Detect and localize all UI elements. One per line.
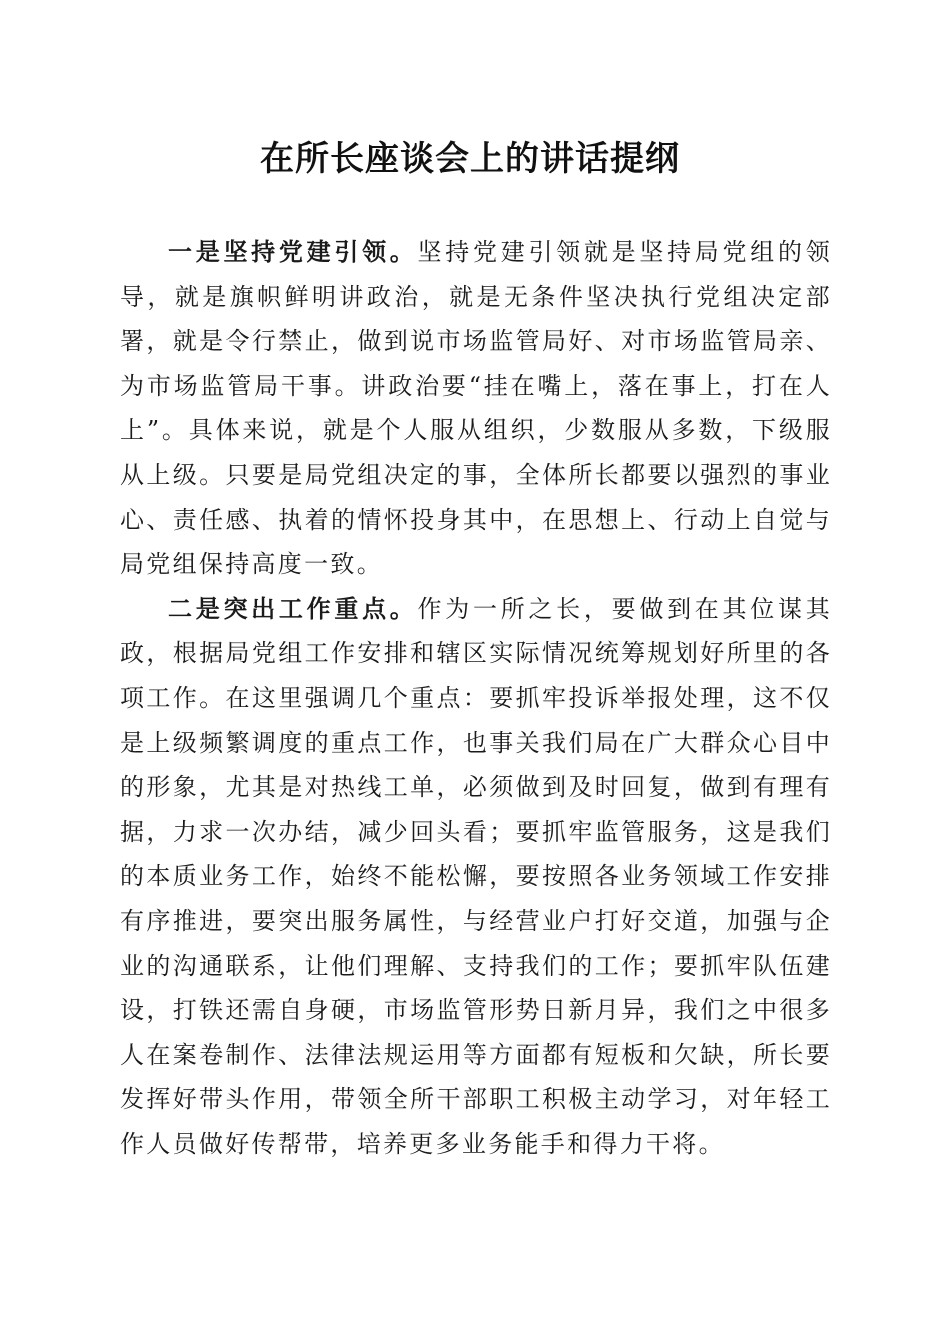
document-title: 在所长座谈会上的讲话提纲 [260,139,680,179]
paragraph-1-lead: 一是坚持党建引领。 [168,237,418,266]
document-body [120,230,832,1166]
paragraph-2 [120,587,832,1167]
paragraph-2-text: 作为一所之长，要做到在其位谋其政，根据局党组工作安排和辖区实际情况统筹规划好所里的各项工作。在这里强调几个重点：要抓牢投诉举报处理，这不仅是上级频繁调度的重点工作，也事关我们局在广大群众心目中的形象，尤其是对热线工单，必须做到及时回复，做到有理有据，力求一次办结，减少回头看；要抓牢监管服务，这是我们的本质业务工作，始终不能松懈，要按照各业务领域工作安排有序推进，要突出服务属性，与经营业户打好交道，加强与企业的沟通联系，让他们理解、支持我们的工作；要抓牢队伍建设，打铁还需自身硬，市场监管形势日新月异，我们之中很多人在案卷制作、法律法规运用等方面都有短板和欠缺，所长要发挥好带头作用，带领全所干部职工积极主动学习，对年轻工作人员做好传帮带，培养更多业务能手和得力干将。 [120,594,833,1158]
paragraph-1-text: 坚持党建引领就是坚持局党组的领导，就是旗帜鲜明讲政治，就是无条件坚决执行党组决定部署，就是令行禁止，做到说市场监管局好、对市场监管局亲、为市场监管局干事。讲政治要“挂在嘴上，落在事上，打在人上”。具体来说，就是个人服从组织，少数服从多数，下级服从上级。只要是局党组决定的事，全体所长都要以强烈的事业心、责任感、执着的情怀投身其中，在思想上、行动上自觉与局党组保持高度一致。 [120,238,833,579]
paragraph-1 [120,230,832,587]
paragraph-2-lead: 二是突出工作重点。 [168,593,418,623]
